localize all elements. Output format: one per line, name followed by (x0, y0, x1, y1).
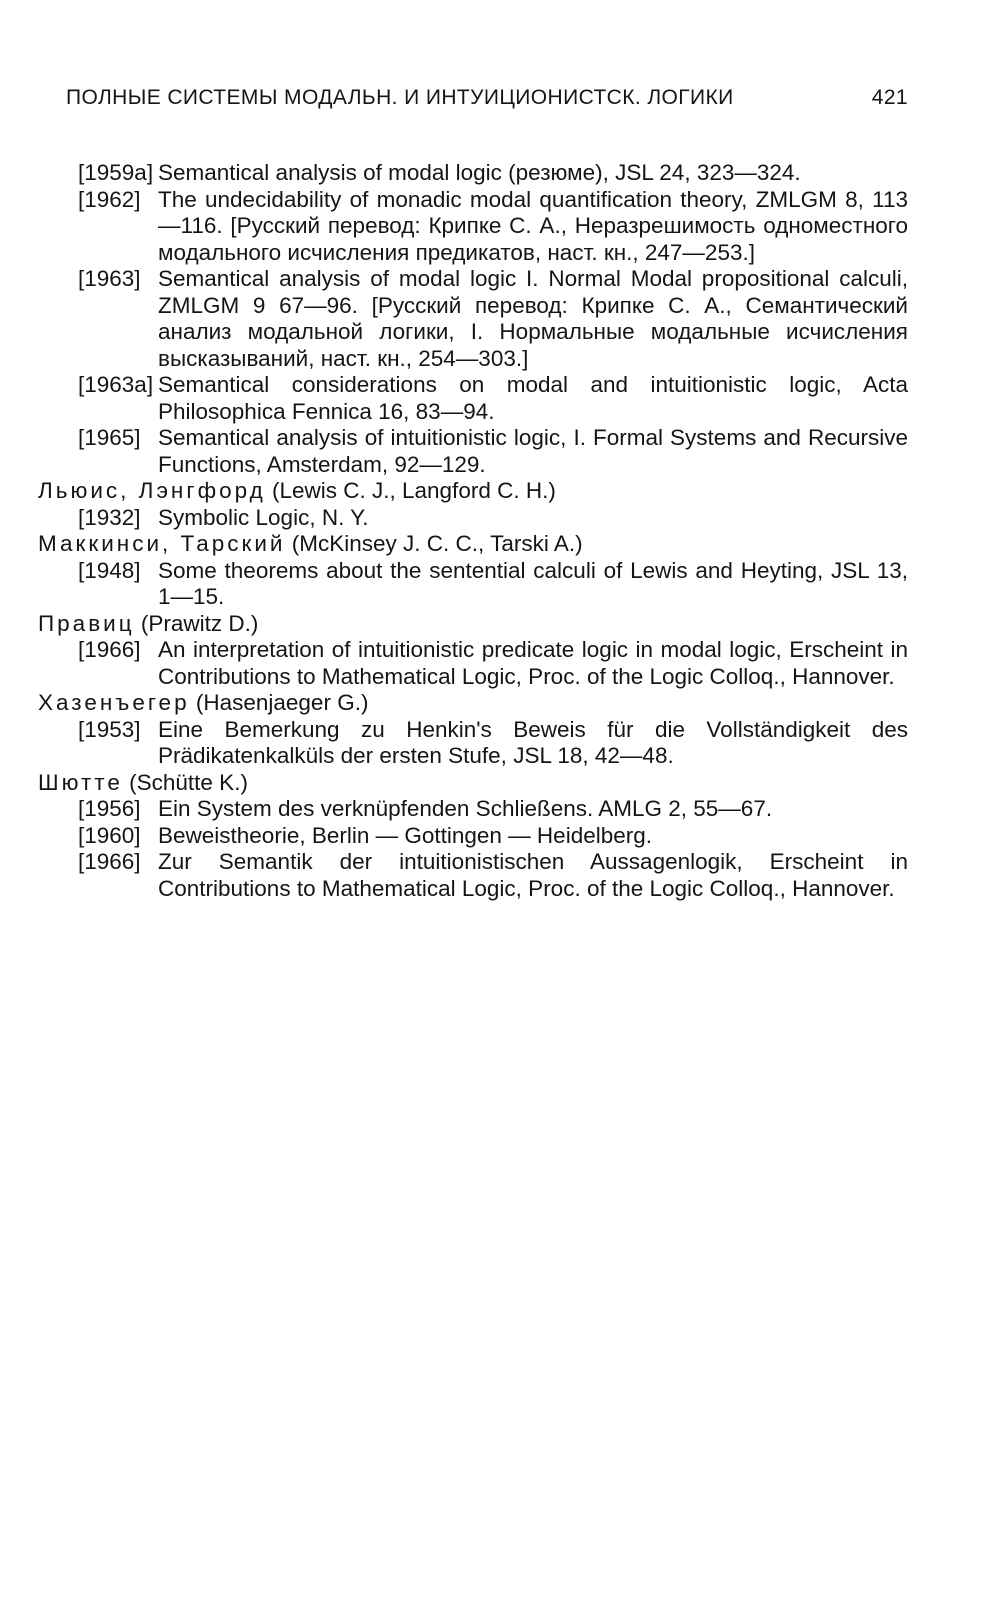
entry-year: [1965] (78, 425, 141, 450)
bibliography-list (38, 160, 908, 902)
running-title: ПОЛНЫЕ СИСТЕМЫ МОДАЛЬН. И ИНТУИЦИОНИСТСК. ЛОГИКИ (66, 86, 734, 109)
entry-year: [1963] (78, 266, 141, 291)
entry-year: [1948] (78, 557, 141, 583)
bib-entry (38, 505, 908, 532)
bib-author (38, 611, 908, 638)
entry-year: [1960] (78, 822, 141, 848)
bib-entry (38, 266, 908, 372)
entry-text: Semantical analysis of intuitionistic logic, I. Formal Systems and Recursive Functions, Amsterdam, 92—129. (158, 425, 908, 477)
entry-text: The undecidability of monadic modal quantification theory, ZMLGM 8, 113—116. [Русский перевод: Крипке С. А., Неразрешимость одноместного модального исчисления предикатов, наст. кн., 247—253.] (158, 186, 908, 265)
entry-text: Some theorems about the sentential calculi of Lewis and Heyting, JSL 13, 1—15. (158, 557, 908, 609)
entry-text: Semantical considerations on modal and intuitionistic logic, Acta Philosophica Fennica 16, 83—94. (158, 372, 908, 424)
entry-year: [1966] (78, 849, 141, 874)
entry-text: An interpretation of intuitionistic predicate logic in modal logic, Erscheint in Contributions to Mathematical Logic, Proc. of the Logic Colloq., Hannover. (158, 637, 908, 689)
author-name-latin: (Prawitz D.) (140, 610, 259, 636)
bib-entry (38, 717, 908, 770)
entry-text: Semantical analysis of modal logic I. Normal Modal propositional calculi, ZMLGM 9 67—96. [Русский перевод: Крипке С. А., Семантический анализ модальной логики, I. Нормальные модальные исчисления высказываний, наст. кн., 254—303.] (158, 266, 908, 371)
bib-entry (38, 425, 908, 478)
entry-year: [1953] (78, 716, 141, 742)
entry-text: Semantical analysis of modal logic (резюме), JSL 24, 323—324. (158, 160, 801, 185)
bib-author (38, 770, 908, 797)
entry-year: [1966] (78, 637, 141, 662)
entry-text: Zur Semantik der intuitionistischen Aussagenlogik, Erscheint in Contributions to Mathematical Logic, Proc. of the Logic Colloq., Hannover. (158, 849, 908, 901)
entry-year: [1962] (78, 186, 141, 212)
entry-year: [1956] (78, 796, 141, 821)
author-name-russian: Шютте (38, 769, 123, 795)
bib-entry (38, 187, 908, 267)
entry-text: Beweistheorie, Berlin — Gottingen — Heidelberg. (158, 822, 653, 848)
entry-text: Symbolic Logic, N. Y. (158, 504, 369, 530)
entry-year: [1959a] (78, 160, 154, 185)
bib-entry (38, 823, 908, 850)
bib-entry (38, 558, 908, 611)
entry-text: Ein System des verknüpfenden Schließens. AMLG 2, 55—67. (158, 796, 773, 821)
bib-author (38, 531, 908, 558)
page-number: 421 (871, 86, 908, 109)
author-name-latin: (McKinsey J. C. C., Tarski A.) (291, 531, 583, 556)
bib-entry (38, 160, 908, 187)
entry-year: [1932] (78, 504, 141, 530)
author-name-latin: (Hasenjaeger G.) (195, 690, 369, 715)
entry-year: [1963a] (78, 372, 154, 397)
bib-author (38, 690, 908, 717)
bib-entry (38, 637, 908, 690)
running-header (66, 86, 908, 110)
author-name-russian: Хазенъегер (38, 690, 190, 715)
author-name-russian: Льюис, Лэнгфорд (38, 478, 266, 503)
entry-text: Eine Bemerkung zu Henkin's Beweis für die Vollständigkeit des Prädikatenkalküls der ersten Stufe, JSL 18, 42—48. (158, 716, 908, 768)
author-name-russian: Маккинси, Тарский (38, 531, 286, 556)
author-name-latin: (Schütte K.) (129, 769, 248, 795)
author-name-latin: (Lewis C. J., Langford C. H.) (271, 478, 556, 503)
bib-author (38, 478, 908, 505)
bib-entry (38, 849, 908, 902)
bib-entry (38, 372, 908, 425)
author-name-russian: Правиц (38, 610, 135, 636)
bib-entry (38, 796, 908, 823)
